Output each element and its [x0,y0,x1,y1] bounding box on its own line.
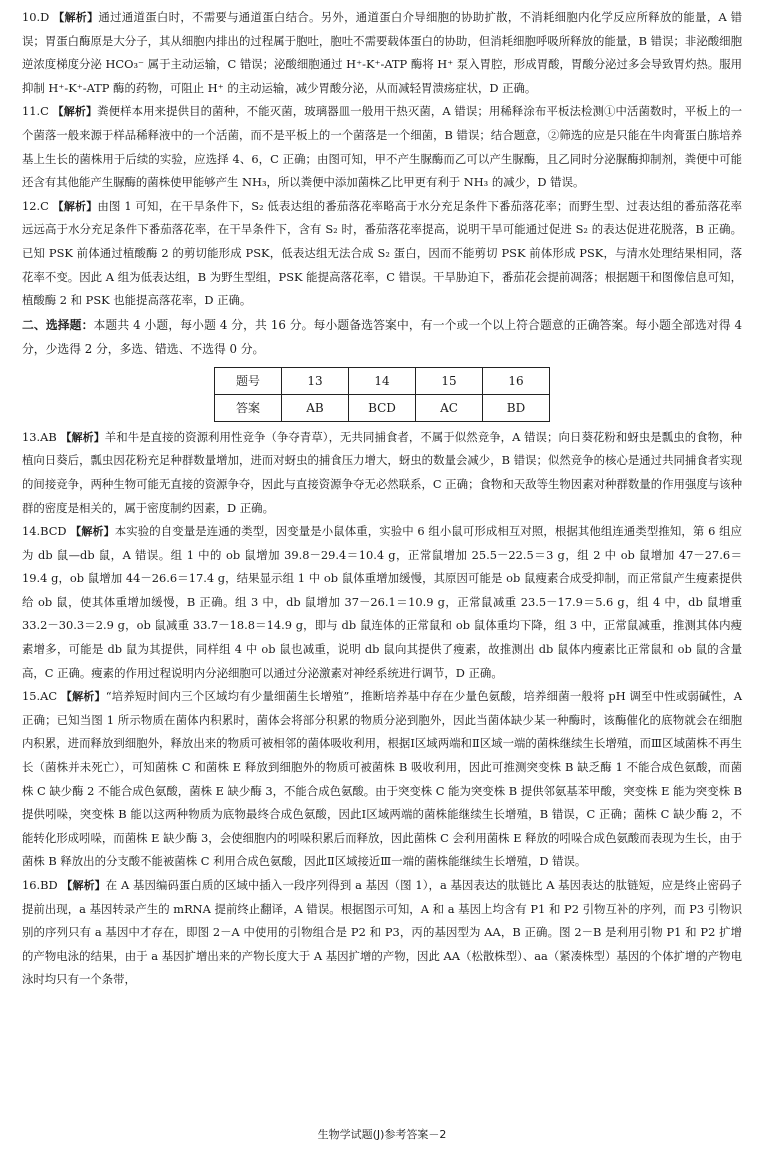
analysis-tag: 【解析】 [52,199,98,213]
answer-item-15 [22,685,742,874]
analysis-tag: 【解析】 [61,879,106,892]
table-row [215,367,550,394]
question-number: 14 [349,367,416,394]
item-number: 13.AB [22,429,57,444]
answer-item-16 [22,874,742,992]
answer-value: AB [282,394,349,421]
answer-value: BD [483,394,550,421]
row-label-number: 题号 [215,367,282,394]
answer-item-10 [22,6,742,100]
item-number: 12.C [22,198,49,213]
item-text: 由图 1 可知，在干旱条件下，S₂ 低表达组的番茄落花率略高于水分充足条件下番茄落花率；而野生型、过表达组的番茄落花率远远高于水分充足条件下番茄落花率，在干旱条件下，含有 S₂ 时，番茄落花率提高，说明干旱可能通过促进 S₂ 的表达促进花脱落，B 正确。已知 PSK 前体通过植酸酶 2 的剪切能形成 PSK，低表达组无法合成 S₂ 蛋白，因而不能剪切 PSK 前体形成 PSK，与清水处理结果相同，落花率不变。因此 A 组为低表达组，B 为野生型组，PSK 能提高落花率，C 错误。干旱胁迫下，番茄花会提前凋落；根据题干和图像信息可知，植酸酶 2 和 PSK 也能提高落花率，D 正确。 [22,198,743,308]
item-text: 粪便样本用来提供目的菌种，不能灭菌，玻璃器皿一般用干热灭菌，A 错误；用稀释涂布平板法检测①中活菌数时，平板上的一个菌落一般来源于样品稀释液中的一个活菌，而不是平板上的一个菌落是一个细菌，B 错误；结合题意，②筛选的应是只能在牛肉膏蛋白胨培养基上生长的菌株用于后续的实验，应选择 4、6，C 正确；由图可知，甲不产生脲酶而乙可以产生脲酶，且乙同时分泌脲酶抑制剂，粪便中可能还含有其他能产生脲酶的菌株使甲能够产生 NH₃，所以粪便中添加菌株乙比甲更有利于 NH₃ 的减少，D 错误。 [22,104,743,190]
answer-item-13 [22,426,742,520]
answer-item-11 [22,100,742,194]
item-text: 本实验的自变量是连通的类型，因变量是小鼠体重，实验中 6 组小鼠可形成相互对照，根据其他组连通类型推知，第 6 组应为 db 鼠—db 鼠，A 错误。组 1 中的 ob 鼠增加 39.8－29.4＝10.4 g，正常鼠增加 25.5－22.5＝3 g，组 2 中 ob 鼠增加 47－27.6＝19.4 g，ob 鼠增加 44－26.6＝17.4 g，结果显示组 1 中 ob 鼠体重增加缓慢，其原因可能是 ob 鼠瘦素合成受抑制，而正常鼠产生瘦素提供给 ob 鼠，使其体重增加缓慢，B 正确。组 3 中，db 鼠增加 37－26.1＝10.9 g，正常鼠减重 23.5－17.9＝5.6 g，组 4 中，db 鼠增重 33.2－30.3＝2.9 g，ob 鼠减重 33.7－18.8＝14.9 g，即与 db 鼠连体的正常鼠和 ob 鼠体重均下降，组 3 中，正常鼠减重，推测其体内瘦素增多，可能是 db 鼠为其提供，同样组 4 中 ob 鼠也减重，说明 db 鼠向其提供了瘦素，故推测出 db 鼠体内瘦素比正常鼠和 ob 鼠的含量高，C 正确。瘦素的作用过程说明内分泌细胞可以通过分泌激素对神经系统进行调节，D 正确。 [22,524,742,680]
item-number: 10.D [22,10,50,24]
section-heading [22,313,742,361]
answer-item-12 [22,195,742,313]
section-instructions: 本题共 4 小题，每小题 4 分，共 16 分。每小题备选答案中，有一个或一个以上符合题意的正确答案。每小题全部选对得 4 分，少选得 2 分，多选、错选、不选得 0 分。 [22,317,742,356]
answer-value: BCD [349,394,416,421]
analysis-tag: 【解析】 [52,105,98,119]
explanations-part-2 [22,426,742,992]
table-row [215,394,550,421]
question-number: 15 [416,367,483,394]
analysis-tag: 【解析】 [60,690,106,704]
answer-key-table [214,367,550,422]
answer-value: AC [416,394,483,421]
item-number: 16.BD [22,878,58,892]
item-number: 14.BCD [22,524,67,539]
analysis-tag: 【解析】 [70,525,115,539]
item-number: 15.AC [22,689,58,704]
item-text: 在 A 基因编码蛋白质的区域中插入一段序列得到 a 基因（图 1），a 基因表达的肽链比 A 基因表达的肽链短，应是终止密码子提前出现，a 基因转录产生的 mRNA 提前终止翻译，A 错误。根据图示可知，A 和 a 基因上均含有 P1 和 P2 引物互补的序列，而 P3 引物识别的序列只有 a 基因中才存在，即图 2－A 中使用的引物组合是 P2 和 P3，丙的基因型为 AA，B 正确。图 2－B 是利用引物 P1 和 P2 扩增的产物电泳的结果，由于 a 基因扩增出来的产物长度大于 A 基因扩增的产物，因此 AA（松散株型）、aa（紧凑株型）基因的个体扩增的产物电泳时均只有一个条带， [22,878,743,987]
question-number: 16 [483,367,550,394]
item-number: 11.C [22,104,49,119]
item-text: “培养短时间内三个区域均有少量细菌生长增殖”，推断培养基中存在少量色氨酸，培养细菌一般将 pH 调至中性或弱碱性，A 正确；已知当图 1 所示物质在菌体内积累时，菌体会将部分积累的物质分泌到胞外，因此当菌体缺少某一种酶时，该酶催化的底物就会在细胞内积累，进而释放到细胞外，释放出来的物质可被相邻的菌体吸收利用，根据Ⅰ区域两端和Ⅱ区域一端的菌株继续生长增殖，而Ⅲ区域菌株不再生长（菌株并未死亡），可知菌株 C 和菌株 E 释放到细胞外的物质可被菌株 B 吸收利用，因此可推测突变株 B 缺乏酶 1 不能合成色氨酸，而菌株 C 缺少酶 2 不能合成色氨酸，菌株 E 缺少酶 3，不能合成色氨酸。由于突变株 C 能为突变株 B 提供邻氨基苯甲酸，突变株 E 能为突变株 B 提供吲哚，突变株 B 能以这两种物质为底物最终合成色氨酸，因此Ⅰ区域两端的菌株能继续生长增殖，B 错误，C 正确；菌株 C 缺少酶 2，不能转化形成吲哚，而菌株 E 缺少酶 3，会使细胞内的吲哚积累后而释放，因此菌株 C 会利用菌株 E 释放的吲哚合成色氨酸而表现为生长，由于菌株 B 释放出的分支酸不能被菌株 C 利用合成色氨酸，因此Ⅱ区域接近Ⅲ一端的菌株能继续生长增殖，D 错误。 [22,689,743,869]
item-text: 通过通道蛋白时，不需要与通道蛋白结合。另外，通道蛋白介导细胞的协助扩散，不消耗细胞内化学反应所释放的能量，A 错误；胃蛋白酶原是大分子，其从细胞内排出的过程属于胞吐，胞吐不需要载体蛋白的协助，但消耗细胞呼吸所释放的能量，B 错误；非泌酸细胞逆浓度梯度分泌 HCO₃⁻ 属于主动运输，C 错误；泌酸细胞通过 H⁺-K⁺-ATP 酶将 H⁺ 泵入胃腔，形成胃酸，胃酸分泌过多会导致胃灼热。服用抑制 H⁺-K⁺-ATP 酶的药物，可阻止 H⁺ 的主动运输，减少胃酸分泌，从而减轻胃溃疡症状，D 正确。 [22,10,742,95]
item-text: 羊和牛是直接的资源利用性竞争（争夺青草），无共同捕食者，不属于似然竞争，A 错误；向日葵花粉和蚜虫是瓢虫的食物，种植向日葵后，瓢虫因花粉充足种群数量增加，进而对蚜虫的捕食压力增大，蚜虫的数量会减少，B 错误；似然竞争的核心是通过共同捕食者实现的间接竞争，两种生物可能无直接的资源争夺，因此与直接资源争夺无必然联系，C 正确；食物和天敌等生物因素对种群数量的作用强度与该种群的密度是相关的，属于密度制约因素，D 正确。 [22,429,743,515]
analysis-tag: 【解析】 [60,430,105,444]
explanations-part-1 [22,6,742,313]
question-number: 13 [282,367,349,394]
analysis-tag: 【解析】 [53,11,99,24]
answer-item-14 [22,520,742,685]
row-label-answer: 答案 [215,394,282,421]
section-title: 二、选择题： [22,317,94,332]
page-footer: 生物学试题(J)参考答案－2 [317,1128,447,1141]
